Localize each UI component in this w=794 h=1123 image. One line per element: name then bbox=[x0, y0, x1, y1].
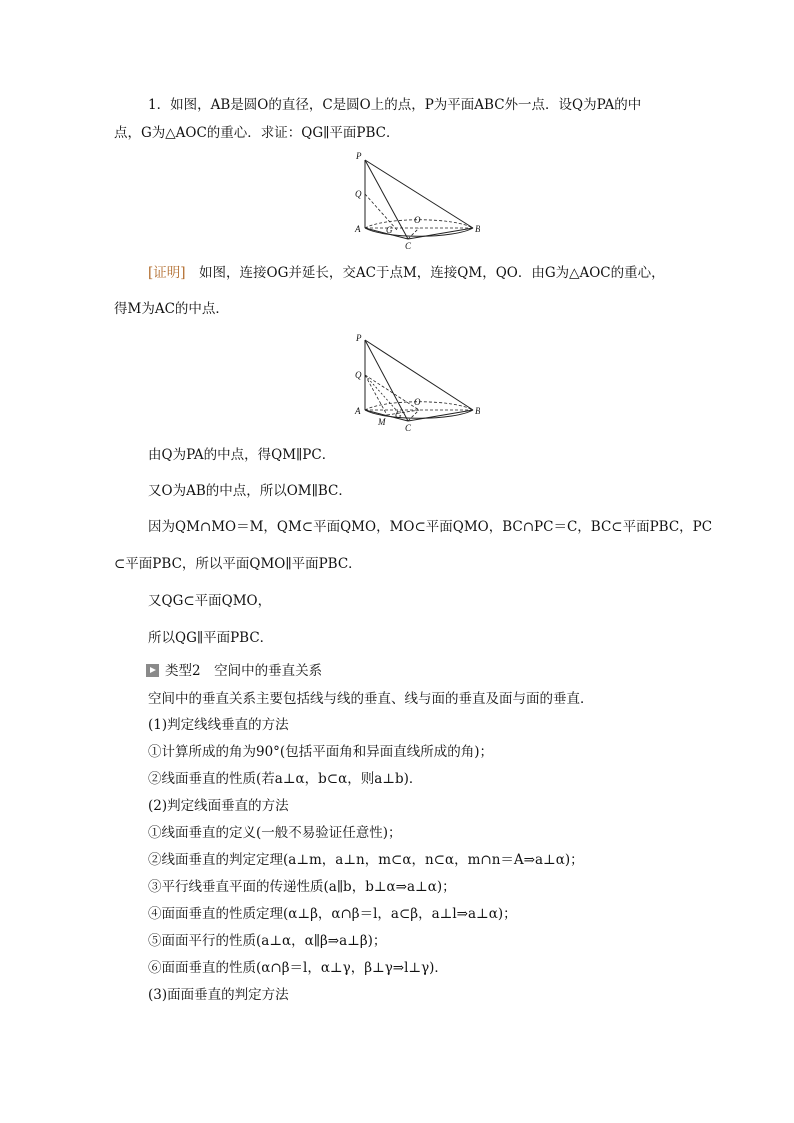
method-item: (2)判定线面垂直的方法 bbox=[148, 798, 289, 814]
proof-line-1-text: 如图，连接OG并延长，交AC于点M，连接QM，QO．由G为△AOC的重心， bbox=[185, 265, 665, 281]
step-5: 又QG⊂平面QMO， bbox=[148, 593, 272, 609]
step-3: 因为QM∩MO＝M，QM⊂平面QMO，MO⊂平面QMO，BC∩PC＝C，BC⊂平面PBC，PC bbox=[148, 519, 713, 535]
method-item: (3)面面垂直的判定方法 bbox=[148, 987, 289, 1003]
section-title: 类型2 空间中的垂直关系 bbox=[165, 663, 323, 679]
section-heading bbox=[146, 662, 322, 680]
fig2-label-P: P bbox=[356, 333, 362, 343]
method-item: ②线面垂直的性质(若a⊥α，b⊂α，则a⊥b)． bbox=[148, 771, 423, 787]
fig1-label-Q: Q bbox=[355, 189, 362, 199]
figure-2 bbox=[350, 332, 480, 432]
fig1-label-A: A bbox=[355, 224, 361, 234]
fig2-label-C: C bbox=[405, 423, 412, 432]
method-item: ⑤面面平行的性质(a⊥α，α∥β⇒a⊥β)； bbox=[148, 933, 387, 949]
step-6: 所以QG∥平面PBC． bbox=[148, 630, 274, 646]
method-item: ②线面垂直的判定定理(a⊥m，a⊥n，m⊂α，n⊂α，m∩n＝A⇒a⊥α)； bbox=[148, 852, 584, 868]
step-1: 由Q为PA的中点，得QM∥PC． bbox=[148, 447, 336, 463]
method-item: ③平行线垂直平面的传递性质(a∥b，b⊥α⇒a⊥α)； bbox=[148, 879, 456, 895]
fig1-label-G: G bbox=[386, 225, 393, 235]
fig2-label-A: A bbox=[355, 406, 361, 416]
problem-line-2: 点，G为△AOC的重心．求证：QG∥平面PBC． bbox=[114, 125, 400, 141]
play-icon bbox=[146, 664, 159, 677]
step-4: ⊂平面PBC，所以平面QMO∥平面PBC． bbox=[114, 556, 362, 572]
section-intro: 空间中的垂直关系主要包括线与线的垂直、线与面的垂直及面与面的垂直． bbox=[148, 691, 594, 707]
fig2-label-O: O bbox=[414, 397, 421, 407]
fig2-label-Q: Q bbox=[355, 370, 362, 380]
fig1-label-C: C bbox=[405, 241, 412, 250]
fig2-label-M: M bbox=[378, 417, 386, 427]
fig1-label-O: O bbox=[414, 215, 421, 225]
method-item: (1)判定线线垂直的方法 bbox=[148, 717, 289, 733]
fig2-label-G: G bbox=[395, 410, 402, 420]
method-item: ④面面垂直的性质定理(α⊥β，α∩β＝l，a⊂β，a⊥l⇒a⊥α)； bbox=[148, 906, 517, 922]
proof-tag: [证明] bbox=[148, 265, 186, 281]
step-2: 又O为AB的中点，所以OM∥BC． bbox=[148, 483, 352, 499]
figure-1 bbox=[350, 150, 480, 250]
fig1-label-B: B bbox=[475, 224, 480, 234]
proof-line-1 bbox=[148, 264, 665, 282]
fig1-label-P: P bbox=[356, 151, 362, 161]
proof-line-2: 得M为AC的中点． bbox=[114, 301, 229, 317]
problem-line-1: 1．如图，AB是圆O的直径，C是圆O上的点，P为平面ABC外一点．设Q为PA的中 bbox=[148, 97, 642, 113]
method-item: ①线面垂直的定义(一般不易验证任意性)； bbox=[148, 825, 402, 841]
fig2-label-B: B bbox=[475, 406, 480, 416]
method-item: ①计算所成的角为90°(包括平面角和异面直线所成的角)； bbox=[148, 744, 493, 760]
method-item: ⑥面面垂直的性质(α∩β＝l，α⊥γ，β⊥γ⇒l⊥γ)． bbox=[148, 960, 448, 976]
